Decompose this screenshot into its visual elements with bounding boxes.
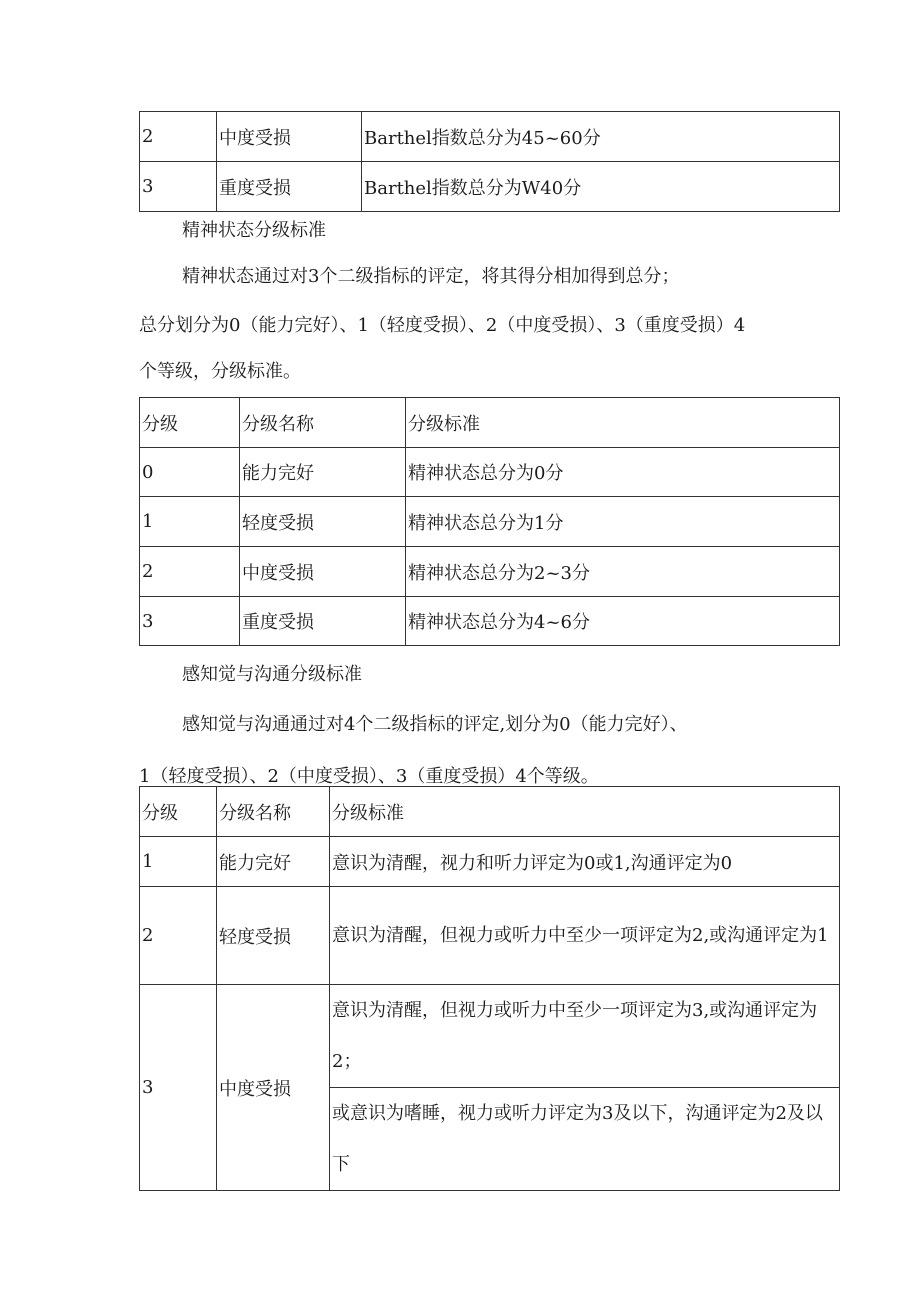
grade-name: 中度受损	[240, 547, 406, 597]
table-row	[140, 112, 840, 162]
table-row	[140, 985, 840, 1088]
mental-paragraph-line2: 总分划分为0（能力完好）、1（轻度受损）、2（中度受损）、3（重度受损）4	[139, 315, 746, 336]
grade-name: 重度受损	[217, 162, 362, 212]
grade-level: 0	[140, 448, 240, 497]
grade-name: 中度受损	[217, 112, 362, 162]
perception-paragraph-line2: 1（轻度受损）、2（中度受损）、3（重度受损）4个等级。	[139, 766, 599, 787]
grade-level: 2	[140, 547, 240, 597]
table-header-row	[140, 787, 840, 837]
perception-heading: 感知觉与沟通分级标准	[182, 664, 362, 685]
table-header-row	[140, 398, 840, 448]
mental-grade-table	[139, 397, 840, 646]
table-row	[140, 497, 840, 547]
table-row	[140, 547, 840, 597]
grade-name: 重度受损	[240, 597, 406, 646]
grade-level: 3	[140, 985, 217, 1191]
mental-paragraph-line1: 精神状态通过对3个二级指标的评定，将其得分相加得到总分；	[182, 266, 680, 287]
grade-level: 1	[140, 837, 217, 887]
grade-level: 1	[140, 497, 240, 547]
perception-grade-table	[139, 786, 840, 1191]
table-row	[140, 448, 840, 497]
grade-level: 2	[140, 887, 217, 985]
grade-criteria: 意识为清醒，视力和听力评定为0或1,沟通评定为0	[330, 837, 840, 887]
table-row	[140, 597, 840, 646]
column-header: 分级标准	[330, 787, 840, 837]
grade-criteria: 精神状态总分为2~3分	[406, 547, 840, 597]
grade-criteria: 精神状态总分为4~6分	[406, 597, 840, 646]
column-header: 分级	[140, 398, 240, 448]
grade-criteria: 意识为清醒，但视力或听力中至少一项评定为3,或沟通评定为2；	[330, 985, 840, 1088]
table-row	[140, 837, 840, 887]
grade-name: 轻度受损	[217, 887, 330, 985]
column-header: 分级名称	[217, 787, 330, 837]
grade-criteria: 精神状态总分为1分	[406, 497, 840, 547]
grade-criteria: 精神状态总分为0分	[406, 448, 840, 497]
column-header: 分级名称	[240, 398, 406, 448]
grade-criteria: Barthel指数总分为45~60分	[362, 112, 840, 162]
grade-level: 2	[140, 112, 217, 162]
column-header: 分级	[140, 787, 217, 837]
grade-name: 能力完好	[217, 837, 330, 887]
grade-criteria: 意识为清醒，但视力或听力中至少一项评定为2,或沟通评定为1	[330, 887, 840, 985]
grade-criteria: Barthel指数总分为W40分	[362, 162, 840, 212]
grade-name: 中度受损	[217, 985, 330, 1191]
adl-grade-table	[139, 111, 840, 212]
grade-name: 轻度受损	[240, 497, 406, 547]
mental-heading: 精神状态分级标准	[182, 220, 326, 241]
column-header: 分级标准	[406, 398, 840, 448]
table-row	[140, 887, 840, 985]
table-row	[140, 162, 840, 212]
grade-name: 能力完好	[240, 448, 406, 497]
grade-criteria-alt: 或意识为嗜睡，视力或听力评定为3及以下，沟通评定为2及以下	[330, 1088, 840, 1191]
perception-paragraph-line1: 感知觉与沟通通过对4个二级指标的评定,划分为0（能力完好）、	[182, 714, 688, 735]
grade-level: 3	[140, 597, 240, 646]
grade-level: 3	[140, 162, 217, 212]
mental-paragraph-line3: 个等级，分级标准。	[139, 361, 301, 382]
